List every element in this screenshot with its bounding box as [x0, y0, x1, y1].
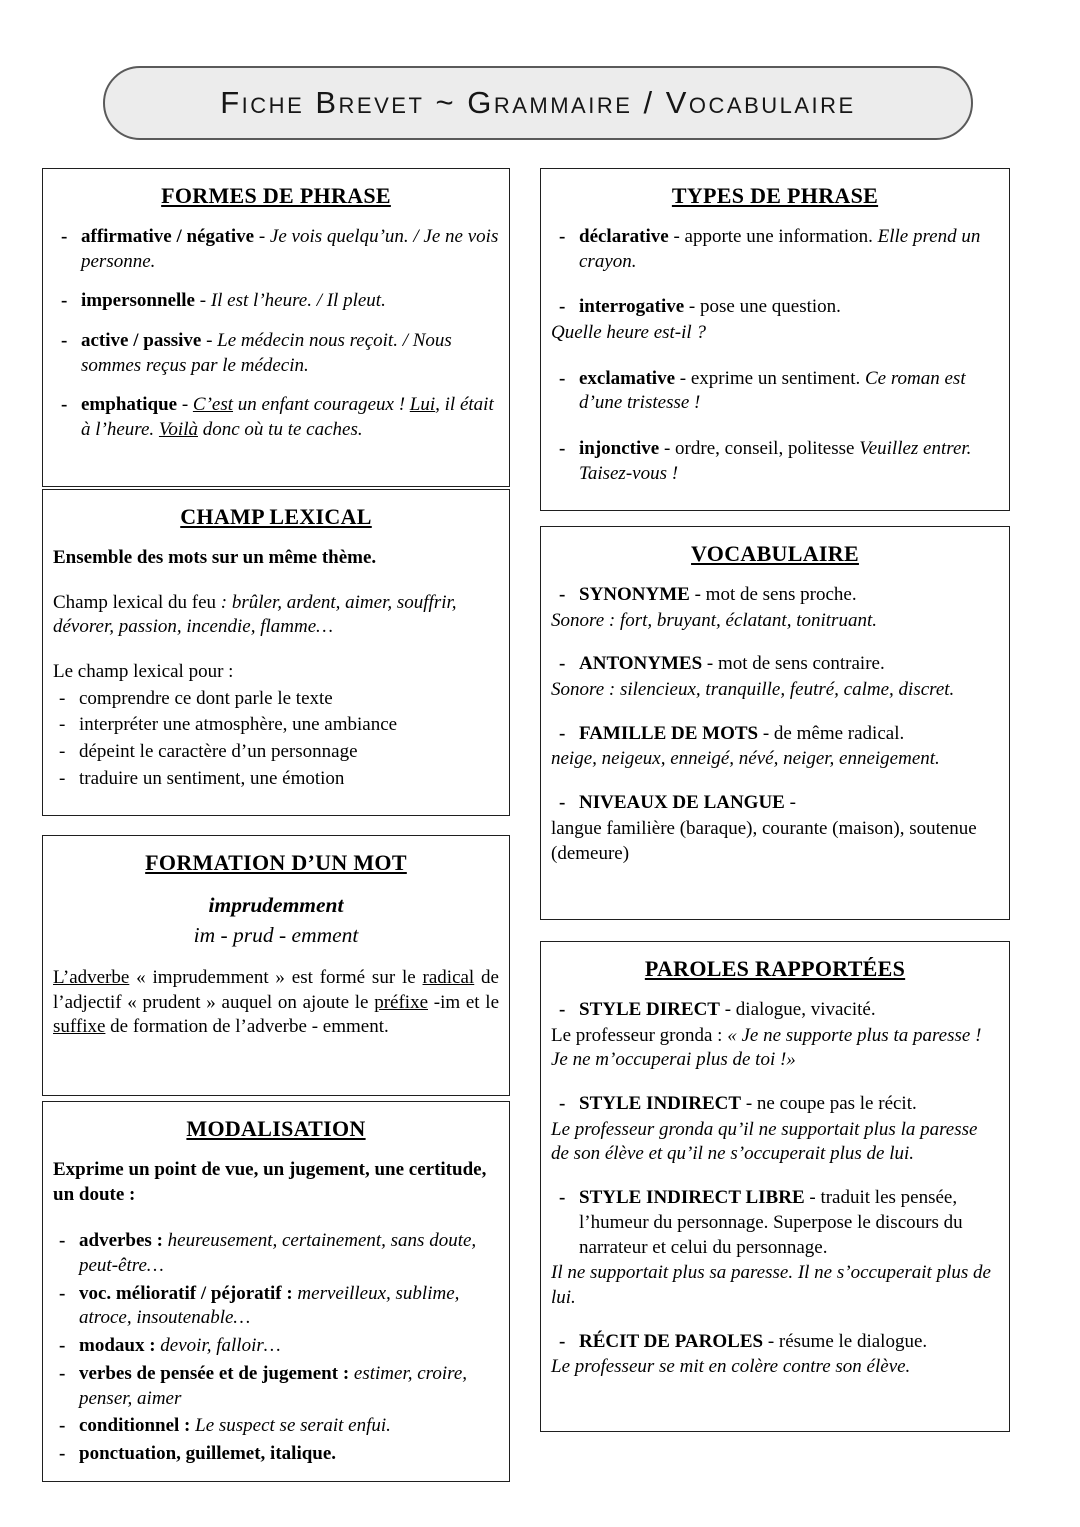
- section-title: FORMES DE PHRASE: [161, 183, 391, 208]
- text-run: « Je ne supporte plus ta paresse ! Je ne m’occuperai plus de toi !»: [551, 1024, 982, 1071]
- list-item-text: [81, 289, 499, 314]
- list-item: [53, 687, 499, 712]
- text-run: conditionnel :: [79, 1415, 191, 1437]
- text-run: de formation de l’adverbe - emment.: [105, 1016, 389, 1038]
- list-item-text: [579, 652, 999, 677]
- bullet-dash: -: [559, 999, 566, 1020]
- text-run: dépeint le caractère d’un personnage: [79, 741, 358, 763]
- list-item-text: [79, 1334, 499, 1359]
- section-body: [53, 892, 499, 1040]
- text-run: -: [254, 226, 270, 247]
- text-run: Ce roman est d’une tristesse !: [579, 367, 966, 414]
- text-run: Voilà: [158, 419, 198, 441]
- text-line: [551, 1261, 999, 1310]
- text-run: comprendre ce dont parle le texte: [79, 687, 333, 709]
- text-run: STYLE INDIRECT: [579, 1093, 742, 1115]
- section-champ-lexical: [42, 489, 510, 816]
- list-item: [551, 583, 999, 608]
- list-item: [53, 393, 499, 442]
- list-item-text: [579, 1092, 999, 1117]
- list-item: [551, 1330, 999, 1355]
- list-item-text: [579, 998, 999, 1023]
- section-body: [551, 998, 999, 1380]
- text-run: Sonore : fort, bruyant, éclatant, tonitruant.: [551, 609, 877, 631]
- text-line: [53, 546, 499, 571]
- section-formes-de-phrase: [42, 168, 510, 487]
- text-run: Veuillez entrer. Taisez-vous !: [579, 438, 972, 484]
- text-run: donc où tu te caches.: [197, 419, 363, 441]
- bullet-dash: -: [559, 226, 566, 247]
- section-title: TYPES DE PHRASE: [671, 183, 879, 208]
- list-item-text: [79, 687, 499, 712]
- text-run: neige, neigeux, enneigé, névé, neiger, enneigement.: [551, 748, 940, 770]
- text-run: - exprime un sentiment.: [675, 367, 865, 389]
- text-run: adverbes :: [79, 1230, 163, 1252]
- text-run: suffixe: [53, 1016, 106, 1038]
- text-run: voc. mélioratif / péjoratif :: [79, 1282, 293, 1304]
- text-line: [551, 747, 999, 772]
- list-item: [53, 1229, 499, 1278]
- text-run: - résume le dialogue.: [763, 1330, 928, 1352]
- bullet-dash: -: [61, 290, 68, 312]
- text-run: : brûler, ardent, aimer, souffrir, dévorer, passion, incendie, flamme…: [53, 591, 457, 638]
- list-item: [53, 767, 499, 792]
- list-item: [53, 740, 499, 765]
- bullet-dash: -: [59, 687, 66, 709]
- text-run: ANTONYMES: [579, 653, 703, 675]
- text-run: -: [784, 792, 796, 814]
- text-run: FAMILLE DE MOTS: [579, 722, 759, 744]
- text-run: traduire un sentiment, une émotion: [79, 767, 345, 789]
- text-run: Le champ lexical pour :: [53, 661, 234, 683]
- text-line: [53, 660, 499, 685]
- text-run: de l’adjectif « prudent » auquel on ajoute le: [53, 966, 499, 1013]
- bullet-dash: -: [559, 438, 566, 460]
- title-banner: [103, 66, 973, 140]
- text-line: [551, 1118, 999, 1167]
- list-item-text: [79, 767, 499, 792]
- text-run: C’est: [192, 394, 234, 416]
- text-run: Champ lexical du feu: [53, 591, 217, 613]
- bullet-dash: -: [59, 714, 66, 736]
- bullet-dash: -: [61, 330, 68, 352]
- text-line: [551, 817, 999, 866]
- text-run: im - prud - emment: [193, 922, 359, 947]
- text-run: imprudemment: [208, 893, 344, 917]
- bullet-dash: -: [59, 1230, 66, 1252]
- text-run: Quelle heure est-il ?: [551, 322, 706, 344]
- text-line: [551, 609, 999, 634]
- section-title: CHAMP LEXICAL: [180, 504, 372, 529]
- text-run: - dialogue, vivacité.: [719, 999, 876, 1020]
- list-item: [53, 225, 499, 274]
- list-item-text: [81, 225, 499, 274]
- bullet-dash: -: [59, 1362, 66, 1384]
- section-title: PAROLES RAPPORTÉES: [644, 956, 906, 981]
- text-line: [53, 591, 499, 640]
- text-run: - ne coupe pas le récit.: [741, 1093, 917, 1115]
- bullet-dash: -: [61, 226, 68, 247]
- text-run: Le professeur se mit en colère contre son élève.: [551, 1356, 911, 1378]
- bullet-dash: -: [559, 653, 566, 675]
- text-run: affirmative / négative: [81, 226, 255, 247]
- text-run: NIVEAUX DE LANGUE: [579, 792, 785, 814]
- list-item: [551, 998, 999, 1023]
- bullet-dash: -: [559, 1093, 566, 1115]
- text-run: heureusement, certainement, sans doute, peut-être…: [79, 1230, 477, 1277]
- text-run: Le suspect se serait enfui.: [190, 1415, 391, 1437]
- section-types-de-phrase: [540, 168, 1010, 511]
- section-title: MODALISATION: [186, 1116, 366, 1141]
- text-line: [551, 678, 999, 703]
- text-run: - mot de sens contraire.: [702, 653, 885, 675]
- text-run: Elle prend un crayon.: [579, 226, 981, 272]
- text-run: Le professeur gronda qu’il ne supportait plus la paresse de son élève et qu’il ne s’occuperait plus de lui.: [551, 1118, 978, 1165]
- list-item-text: [79, 1229, 499, 1278]
- bullet-dash: -: [559, 1187, 566, 1209]
- section-title: FORMATION D’UN MOT: [145, 850, 407, 875]
- text-run: exclamative: [579, 367, 676, 389]
- text-run: ponctuation, guillemet, italique.: [79, 1442, 337, 1464]
- bullet-dash: -: [559, 722, 566, 744]
- list-item: [551, 367, 999, 416]
- list-item: [551, 1092, 999, 1117]
- list-item-text: [79, 1282, 499, 1331]
- text-run: injonctive: [579, 438, 660, 460]
- text-run: active / passive: [81, 330, 202, 352]
- text-run: - mot de sens proche.: [689, 584, 857, 605]
- text-run: Exprime un point de vue, un jugement, une certitude, un doute :: [53, 1159, 487, 1205]
- text-line: [551, 1355, 999, 1380]
- text-run: -: [201, 330, 218, 352]
- list-item-text: [579, 225, 999, 274]
- section-formation-dun-mot: [42, 835, 510, 1096]
- text-run: STYLE DIRECT: [579, 999, 720, 1020]
- bullet-dash: -: [59, 767, 66, 789]
- text-run: SYNONYME: [579, 584, 690, 605]
- section-title: VOCABULAIRE: [691, 541, 859, 566]
- text-line: [53, 966, 499, 1040]
- bullet-dash: -: [59, 1335, 66, 1357]
- text-run: devoir, falloir…: [155, 1335, 281, 1357]
- list-item: [53, 1334, 499, 1359]
- text-run: préfixe: [374, 991, 429, 1013]
- text-line: [551, 321, 999, 346]
- section-body: [53, 225, 499, 443]
- text-run: -: [195, 290, 211, 312]
- bullet-dash: -: [559, 296, 566, 318]
- text-run: , il était à l’heure.: [81, 394, 494, 441]
- text-run: Il ne supportait plus sa paresse. Il ne s’occuperait plus de lui.: [551, 1262, 991, 1308]
- text-run: -im et le: [428, 991, 500, 1013]
- list-item: [551, 791, 999, 816]
- bullet-dash: -: [61, 394, 68, 416]
- list-item-text: [79, 713, 499, 738]
- text-run: - ordre, conseil, politesse: [659, 438, 860, 460]
- list-item-text: [579, 1330, 999, 1355]
- text-run: - apporte une information.: [668, 226, 878, 247]
- list-item-text: [579, 1186, 999, 1260]
- list-item: [551, 295, 999, 320]
- list-item-text: [79, 1442, 499, 1467]
- list-item: [53, 1442, 499, 1467]
- text-line: [53, 1158, 499, 1207]
- section-body: [551, 583, 999, 866]
- text-run: Le médecin nous reçoit. / Nous sommes reçus par le médecin.: [81, 330, 452, 376]
- list-item-text: [79, 740, 499, 765]
- list-item: [53, 1282, 499, 1331]
- text-run: Je vois quelqu’un. / Je ne vois personne.: [81, 226, 499, 272]
- bullet-dash: -: [59, 1282, 66, 1304]
- text-run: interrogative: [579, 296, 685, 318]
- section-body: [551, 225, 999, 487]
- text-run: déclarative: [579, 226, 669, 247]
- text-run: merveilleux, sublime, atroce, insoutenable…: [79, 1282, 460, 1329]
- text-line: [53, 922, 499, 950]
- text-line: [551, 1024, 999, 1073]
- text-run: interpréter une atmosphère, une ambiance: [79, 714, 398, 736]
- section-vocabulaire: [540, 526, 1010, 920]
- page-title: Fiche Brevet ~ Grammaire / Vocabulaire: [220, 85, 856, 120]
- bullet-dash: -: [559, 584, 566, 605]
- text-run: Il est l’heure. / Il pleut.: [210, 290, 386, 312]
- text-run: verbes de pensée et de jugement :: [79, 1362, 350, 1384]
- list-item-text: [579, 295, 999, 320]
- text-run: « imprudemment » est formé sur le: [129, 966, 423, 988]
- text-run: emphatique: [81, 394, 178, 416]
- text-run: STYLE INDIRECT LIBRE: [579, 1187, 805, 1209]
- section-modalisation: [42, 1101, 510, 1482]
- list-item-text: [79, 1414, 499, 1439]
- text-run: impersonnelle: [81, 290, 195, 312]
- list-item: [551, 225, 999, 274]
- text-run: Sonore : silencieux, tranquille, feutré, calme, discret.: [551, 679, 955, 701]
- list-item: [551, 1186, 999, 1260]
- text-run: -: [177, 394, 193, 416]
- list-item: [53, 329, 499, 378]
- list-item-text: [579, 437, 999, 486]
- bullet-dash: -: [559, 367, 566, 389]
- bullet-dash: -: [59, 1415, 66, 1437]
- list-item: [551, 437, 999, 486]
- section-body: [53, 1158, 499, 1467]
- list-item: [53, 1414, 499, 1439]
- list-item-text: [579, 791, 999, 816]
- text-run: RÉCIT DE PAROLES: [579, 1330, 764, 1352]
- list-item: [551, 652, 999, 677]
- text-run: - de même radical.: [758, 722, 905, 744]
- text-run: - pose une question.: [684, 296, 841, 318]
- section-body: [53, 546, 499, 792]
- section-paroles-rapportees: [540, 941, 1010, 1432]
- text-run: langue familière (baraque), courante (maison), soutenue (demeure): [551, 817, 977, 864]
- list-item-text: [81, 393, 499, 442]
- list-item: [53, 1362, 499, 1411]
- list-item-text: [79, 1362, 499, 1411]
- text-run: - traduit les pensée, l’humeur du personnage. Superpose le discours du narrateur et celui du personnage.: [579, 1187, 963, 1258]
- text-run: L’adverbe: [53, 966, 130, 988]
- bullet-dash: -: [559, 792, 566, 814]
- bullet-dash: -: [59, 741, 66, 763]
- text-run: Le professeur gronda :: [551, 1024, 728, 1046]
- list-item: [53, 713, 499, 738]
- list-item-text: [579, 367, 999, 416]
- list-item: [551, 722, 999, 747]
- list-item-text: [579, 722, 999, 747]
- text-run: un enfant courageux !: [233, 394, 410, 416]
- text-run: radical: [422, 966, 475, 988]
- list-item-text: [579, 583, 999, 608]
- list-item-text: [81, 329, 499, 378]
- text-run: Lui: [409, 394, 436, 416]
- text-run: Ensemble des mots sur un même thème.: [53, 547, 377, 568]
- text-line: [53, 892, 499, 920]
- text-run: modaux :: [79, 1335, 156, 1357]
- list-item: [53, 289, 499, 314]
- bullet-dash: -: [559, 1330, 566, 1352]
- text-run: estimer, croire, penser, aimer: [79, 1362, 468, 1409]
- bullet-dash: -: [59, 1442, 66, 1464]
